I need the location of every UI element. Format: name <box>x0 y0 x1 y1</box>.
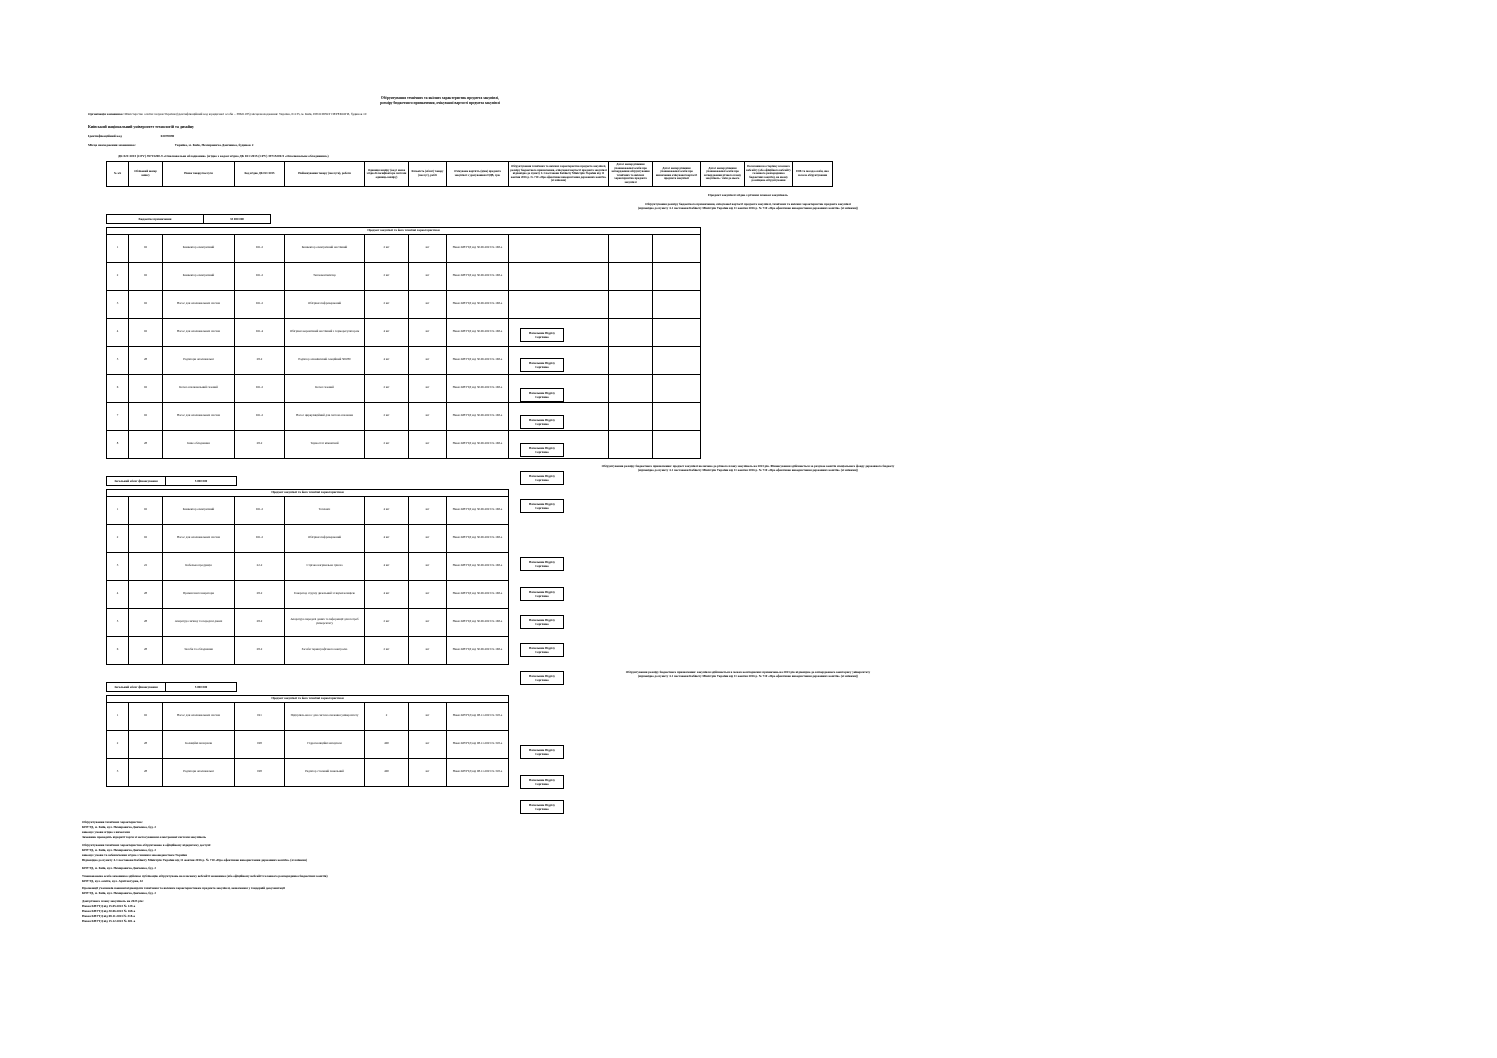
group-3-note-line-2: (відповідно до пункту 4-1 постанови Кабінету Міністрів України від 11 жовтня 2016 р. № 710 «Про ефективне використання державних коштів» (зі змінами)) <box>637 673 859 678</box>
col-justification: Обґрунтування технічних та якісних характеристик предмета закупівлі, розміру бюджетного призначення, очікуваної вартості предмета закупівлі відповідно до пункту 4-1 постанови Кабінету Міністрів України від 11 жовтня 2016 р. № 710 «Про ефективне використання державних коштів» (зі змінами) <box>509 162 609 186</box>
footer-line: Наказ КНУТД від 15.12.2023 № 401-а <box>82 919 136 924</box>
section-title: Київський національний університет технологій та дизайну <box>88 125 194 130</box>
cell-unit: шт <box>409 580 447 608</box>
col-record-number: Обліковий номер запису <box>129 162 163 186</box>
cell-dk: 028 <box>235 730 285 758</box>
cell-price: Наказ КНУТД від 30.06.2023 № 168-а <box>447 290 509 318</box>
col-author: ПІБ та посада особи, яка склала обґрунтування <box>793 162 833 186</box>
cell-num: 1 <box>107 702 129 730</box>
cell-dec2 <box>653 346 701 374</box>
table-row <box>107 374 701 402</box>
cell-price: Наказ КНУТД від 30.06.2023 № 168-а <box>447 636 509 664</box>
cell-qty: 2 шт <box>365 608 409 636</box>
cell-name: Інше обладнання <box>163 430 235 458</box>
group-2-budget-row <box>107 476 237 485</box>
cell-code: 28 <box>129 430 163 458</box>
cell-item: Обігрівач керамічний настінний з терморегулятором <box>285 318 365 346</box>
cell-item: Обігрівач інфрачервоний <box>285 290 365 318</box>
footer-line: виконує умови згідно з вимогами <box>82 829 130 834</box>
signature-3 <box>520 388 564 402</box>
cell-dk: 28-2 <box>235 636 285 664</box>
signature-box: Начальник Відділу Сергієнко <box>520 499 564 513</box>
signature-9 <box>520 587 564 601</box>
cell-code: 02 <box>129 262 163 290</box>
footer-line: Наказ КНУТД від 08.11.2023 № 318-а <box>82 914 135 919</box>
cell-dk: 021-2 <box>235 496 285 524</box>
table-row <box>107 730 509 758</box>
cell-price: Наказ КНУТД від 30.06.2023 № 168-а <box>447 374 509 402</box>
signature-box: Начальник Відділу Сергієнко <box>520 775 564 789</box>
signature-box: Начальник Відділу Сергієнко <box>520 671 564 685</box>
cell-qty: 4 шт <box>365 496 409 524</box>
table-row <box>107 702 509 730</box>
cell-name: Конвектор електричний <box>163 262 235 290</box>
table-row <box>107 496 509 524</box>
group-2-subtitle-row <box>107 489 509 496</box>
organization-label: Організація замовника: <box>88 112 124 117</box>
cell-unit: шт <box>409 234 447 262</box>
cell-dec2 <box>653 234 701 262</box>
document-body <box>88 96 1408 787</box>
cell-name: Насос для опалювальних систем <box>163 524 235 552</box>
group-3-table <box>106 695 509 787</box>
cell-code: 28 <box>129 758 163 786</box>
cell-dec2 <box>653 430 701 458</box>
cell-num: 1 <box>107 496 129 524</box>
cell-name: Апаратура зв'язку та передачі даних <box>163 608 235 636</box>
signature-box: Начальник Відділу Сергієнко <box>520 800 564 814</box>
cell-qty: 2 <box>365 702 409 730</box>
cell-dk: 028 <box>235 758 285 786</box>
cell-price: Наказ КНУТД від 30.06.2023 № 168-а <box>447 552 509 580</box>
cell-price: Наказ КНУТД від 30.06.2023 № 168-а <box>447 580 509 608</box>
cell-dk: 021-2 <box>235 234 285 262</box>
signature-box: Начальник Відділу Сергієнко <box>520 328 564 342</box>
cell-code: 02 <box>129 290 163 318</box>
footer-line: Замовник проводить відкриті торги зі застосуванням електронної системи закупівель <box>82 834 207 839</box>
cell-price: Наказ КНУТД від 30.06.2023 № 168-а <box>447 430 509 458</box>
footer-line: Пропозиції учасників повинні відповідати технічним та якісним характеристикам предмета закупівлі, зазначеним у тендерній документації <box>82 886 285 891</box>
table-row <box>107 636 509 664</box>
footer-line: Обґрунтування технічних характеристик: <box>82 820 143 824</box>
cell-dk: 021 <box>235 702 285 730</box>
cell-num: 3 <box>107 758 129 786</box>
cpv-note: ДК 021:2015 (CPV) 39715200-9 «Опалювальне обладнання» (згідно з кодом згідно ДК 021:2015 (CPV) 39715200-9 «Опалювальне обладнання») <box>118 154 329 159</box>
group-2-table <box>106 489 509 665</box>
cell-price: Наказ КНУТД від 30.06.2023 № 168-а <box>447 524 509 552</box>
cell-price: Наказ КНУТД від 30.06.2023 № 168-а <box>447 496 509 524</box>
cell-price: Наказ КНУТД від 30.06.2023 № 168-а <box>447 402 509 430</box>
footer-notes <box>82 820 722 924</box>
group-1-budget-label: Бюджетне призначення <box>107 214 204 223</box>
table-row <box>107 758 509 786</box>
table-row <box>107 346 701 374</box>
cell-qty: 2 шт <box>365 234 409 262</box>
footer-line: КНУТД, м. Київ, вул. Немировича-Данченка, буд. 2 <box>82 824 156 829</box>
table-row <box>107 524 509 552</box>
cell-item: Радіатор алюмінієвий секційний 500/80 <box>285 346 365 374</box>
footer-line: Відповідно до пункту 4-1 постанови Кабінету Міністрів України від 11 жовтня 2016 р. № 710 «Про ефективне використання державних коштів» (зі змінами) <box>82 857 308 862</box>
col-dk-code: Код згідно ДК 021:2015 <box>235 162 285 186</box>
cell-num: 1 <box>107 234 129 262</box>
cell-code: 28 <box>129 636 163 664</box>
cell-name: Насос для опалювальних систем <box>163 318 235 346</box>
cell-qty: 2 шт <box>365 374 409 402</box>
cell-unit: шт <box>409 374 447 402</box>
col-item-name: Назва товару/послуги <box>163 162 235 186</box>
cell-unit: шт <box>409 608 447 636</box>
group-2-note-line-1: Обґрунтування розміру бюджетного призначення: предмет закупівлі включено до річного плану закупівель на 2023 рік. Фінансування здійснюється за рахунок коштів спеціального фонду державного бюджету <box>601 463 895 468</box>
cell-code: 02 <box>129 702 163 730</box>
cell-price: Наказ КНУТД від 08.11.2023 № 318-а <box>447 702 509 730</box>
signature-4 <box>520 415 564 429</box>
signature-box: Начальник Відділу Сергієнко <box>520 443 564 457</box>
cell-name: Насос для опалювальних систем <box>163 290 235 318</box>
group-1-subtitle: Предмет закупівлі та його технічні характеристики <box>107 227 701 234</box>
table-row <box>107 580 509 608</box>
cell-price: Наказ КНУТД від 08.11.2023 № 318-а <box>447 730 509 758</box>
footer-line: КНУТД, м. Київ, вул. Немировича-Данченка, буд. 2 <box>82 847 156 852</box>
group-3-subtitle: Предмет закупівлі та його технічні характеристики <box>107 696 509 703</box>
cell-name: Насос для опалювальних систем <box>163 402 235 430</box>
group-2-subtitle: Предмет закупівлі та його технічні характеристики <box>107 489 509 496</box>
organization-line <box>88 112 1408 116</box>
cell-code: 28 <box>129 346 163 374</box>
group-2-budget <box>106 476 237 486</box>
group-2-note-line-2: (відповідно до пункту 4-1 постанови Кабінету Міністрів України від 11 жовтня 2016 р. № 710 «Про ефективне використання державних коштів» (зі змінами)) <box>637 467 859 472</box>
table-row <box>107 290 701 318</box>
cell-name: Конвектор електричний <box>163 496 235 524</box>
signature-7 <box>520 499 564 513</box>
group-1-budget <box>106 214 271 224</box>
group-3-budget <box>106 682 237 692</box>
cell-dec1 <box>609 290 653 318</box>
cell-code: 02 <box>129 524 163 552</box>
col-title: Найменування товару (послуги), роботи <box>285 162 365 186</box>
cell-qty: 4 шт <box>365 318 409 346</box>
footer-line: Наказ КНУТД від 30.06.2023 № 168-а <box>82 909 136 914</box>
group-1-title: Предмет закупівлі згідно з річним планом закупівель <box>708 192 788 197</box>
group-1-note-line-1: Обґрунтування розміру бюджетного призначення, очікуваної вартості предмета закупівлі, технічних та якісних характеристик предмета закупівлі <box>645 201 851 206</box>
cell-num: 4 <box>107 580 129 608</box>
group-2-budget-value: 5 000 000 <box>166 476 237 485</box>
cell-item: Гідроізоляційні матеріали <box>285 730 365 758</box>
signature-box: Начальник Відділу Сергієнко <box>520 587 564 601</box>
cell-qty: 4 шт <box>365 552 409 580</box>
table-row <box>107 430 701 458</box>
cell-code: 02 <box>129 402 163 430</box>
cell-num: 2 <box>107 262 129 290</box>
cell-dk: 021-2 <box>235 402 285 430</box>
signature-5 <box>520 443 564 457</box>
col-expected-cost: Очікувана вартість (ціна) предмета закупівлі з урахуванням ПДВ, грн. <box>447 162 509 186</box>
cell-unit: шт <box>409 318 447 346</box>
cell-qty: 4 шт <box>365 346 409 374</box>
cell-num: 3 <box>107 552 129 580</box>
cell-dk: 22-2 <box>235 552 285 580</box>
cell-qty: 2 шт <box>365 430 409 458</box>
cell-price: Наказ КНУТД від 08.11.2023 № 318-а <box>447 758 509 786</box>
group-3-budget-value: 5 000 000 <box>166 683 237 692</box>
cell-code: 02 <box>129 496 163 524</box>
group-1-note <box>88 202 1408 210</box>
table-row <box>107 234 701 262</box>
col-decision-cost: Дата і номер рішення уповноваженої особи про визначення очікуваної вартості предмета закупівлі <box>653 162 701 186</box>
group-3-budget-row <box>107 683 237 692</box>
cell-price: Наказ КНУТД від 30.06.2023 № 168-а <box>447 234 509 262</box>
title-line-2: розміру бюджетного призначення, очікуваної вартості предмета закупівлі <box>380 100 500 105</box>
cell-dec1 <box>609 374 653 402</box>
address-row <box>88 143 1408 147</box>
cell-item: Радіатор сталевий панельний <box>285 758 365 786</box>
cell-qty: 2 шт <box>365 290 409 318</box>
group-3-budget-label: Загальний обсяг фінансування <box>107 683 166 692</box>
cell-code: 02 <box>129 234 163 262</box>
footer-line: КНУТД, м. Київ, вул. Немировича-Данченка, буд. 2 <box>82 865 156 870</box>
cell-num: 3 <box>107 290 129 318</box>
signature-8 <box>520 557 564 571</box>
signature-12 <box>520 671 564 685</box>
cell-unit: шт <box>409 430 447 458</box>
cell-name: Котел опалювальний газовий <box>163 374 235 402</box>
cell-qty: 2 шт <box>365 636 409 664</box>
cell-item: Конвектор електричний настінний <box>285 234 365 262</box>
cell-qty: 4 шт <box>365 524 409 552</box>
table-row <box>107 552 509 580</box>
cell-name: Кабельна продукція <box>163 552 235 580</box>
col-num: № з/п <box>107 162 129 186</box>
group-1-table <box>106 227 701 459</box>
table-row <box>107 318 701 346</box>
signature-14 <box>520 775 564 789</box>
cell-qty: 2 шт <box>365 262 409 290</box>
cell-unit: шт <box>409 636 447 664</box>
cell-item: Тепловіз <box>285 496 365 524</box>
cell-unit: шт <box>409 524 447 552</box>
cell-unit: шт <box>409 758 447 786</box>
cell-dec2 <box>653 318 701 346</box>
cell-unit: шт <box>409 730 447 758</box>
group-1-budget-row <box>107 214 271 223</box>
cell-unit: шт <box>409 702 447 730</box>
cell-item: Котел газовий <box>285 374 365 402</box>
cell-unit: шт <box>409 290 447 318</box>
group-2-note <box>88 464 1408 472</box>
cell-name: Радіатори опалювальні <box>163 758 235 786</box>
cell-dk: 28-2 <box>235 608 285 636</box>
cell-num: 2 <box>107 730 129 758</box>
title-line-1: Обґрунтування технічних та якісних характеристик предмета закупівлі, <box>380 96 500 100</box>
identification-label: Ідентифікаційний код <box>88 134 122 139</box>
cell-price: Наказ КНУТД від 30.06.2023 № 168-а <box>447 318 509 346</box>
cell-num: 6 <box>107 374 129 402</box>
table-row <box>107 262 701 290</box>
cell-item: Термостат кімнатний <box>285 430 365 458</box>
identification-row <box>88 134 1408 138</box>
cell-price: Наказ КНУТД від 30.06.2023 № 168-а <box>447 608 509 636</box>
signature-10 <box>520 615 564 629</box>
cell-dk: 021-4 <box>235 318 285 346</box>
cell-qty: 4 шт <box>365 580 409 608</box>
cell-code: 28 <box>129 730 163 758</box>
cell-code: 02 <box>129 318 163 346</box>
cell-dec1 <box>609 430 653 458</box>
cell-unit: шт <box>409 346 447 374</box>
cell-name: Промислові генератори <box>163 580 235 608</box>
table-header-row <box>107 162 833 186</box>
cell-dk: 021-2 <box>235 262 285 290</box>
signature-box: Начальник Відділу Сергієнко <box>520 643 564 657</box>
cell-item: Апаратура передачі даних та інформації для потреб університету <box>285 608 365 636</box>
cell-dec1 <box>609 346 653 374</box>
col-quantity: Кількість (обсяг) товару (послуг), робіт <box>409 162 447 186</box>
organization-value: Міністерство освіти і науки України (Ідентифікаційний код юридичної особи – 38621185) місцезнаходження: Україна, 01135, м. Київ, ПРОСПЕКТ ПЕРЕМОГИ, будинок 10 <box>124 112 367 117</box>
cell-num: 2 <box>107 524 129 552</box>
signature-13 <box>520 745 564 759</box>
cell-item: Підігрівач-насос для систем опалення університету <box>285 702 365 730</box>
footer-line: Дані річного плану закупівель на 2023 рік: <box>82 899 144 904</box>
col-decision-tech: Дата і номер рішення уповноваженої особи про затвердження обґрунтування технічних та якісних характеристик предмета закупівлі <box>609 162 653 186</box>
cell-justif <box>509 234 609 262</box>
cell-unit: шт <box>409 262 447 290</box>
footer-line: Уповноважена особа замовника здійснює публікацію обґрунтувань на власному вебсайті замовника (або офіційному вебсайті головного розпорядника бюджетних коштів) <box>82 873 328 878</box>
signature-box: Начальник Відділу Сергієнко <box>520 415 564 429</box>
address-label: Місце знаходження замовника: <box>88 143 136 148</box>
signature-box: Начальник Відділу Сергієнко <box>520 615 564 629</box>
cell-name: Насос для опалювальних систем <box>163 702 235 730</box>
cell-item: Засоби термографічного контролю <box>285 636 365 664</box>
col-decision-plan: Дата і номер рішення уповноваженої особи про затвердження річного плану закупівель / змін до нього <box>701 162 745 186</box>
cell-price: Наказ КНУТД від 30.06.2023 № 168-а <box>447 262 509 290</box>
cell-dk: 021-2 <box>235 290 285 318</box>
cell-qty: 2 шт <box>365 402 409 430</box>
footer-line: Наказ КНУТД від 15.05.2023 № 129-а <box>82 904 136 909</box>
group-3-note-line-1: Обґрунтування розміру бюджетного призначення: закупівля здійснюється в межах кошторисних призначень на 2023 рік відповідно до затвердженого кошторису університету <box>625 669 871 674</box>
cell-unit: шт <box>409 552 447 580</box>
cell-dec1 <box>609 402 653 430</box>
signature-box: Начальник Відділу Сергієнко <box>520 471 564 485</box>
cell-name: Конвектор електричний <box>163 234 235 262</box>
signature-6 <box>520 471 564 485</box>
group-3-note <box>88 670 1408 678</box>
document-title <box>180 96 700 105</box>
footer-line: КНУТД, вул. освіти, вул. Архітектурна, 42 <box>82 878 143 883</box>
main-table-header <box>106 161 833 186</box>
cell-num: 5 <box>107 346 129 374</box>
cell-code: 28 <box>129 608 163 636</box>
cell-item: Генератор струму дизельний зі звукоізоляцією <box>285 580 365 608</box>
group-1-note-line-2: (відповідно до пункту 4-1 постанови Кабінету Міністрів України від 11 жовтня 2016 р. № 710 «Про ефективне використання державних коштів» (зі змінами)) <box>637 205 859 210</box>
footer-line: КНУТД, м. Київ, вул. Немировича-Данченка, буд. 2 <box>82 891 156 896</box>
cell-dk: 28-2 <box>235 430 285 458</box>
cell-dk: 28-2 <box>235 346 285 374</box>
cell-dec2 <box>653 262 701 290</box>
group-3-subtitle-row <box>107 696 509 703</box>
cell-num: 4 <box>107 318 129 346</box>
signature-11 <box>520 643 564 657</box>
cell-num: 6 <box>107 636 129 664</box>
signature-15 <box>520 800 564 814</box>
signature-box: Начальник Відділу Сергієнко <box>520 745 564 759</box>
group-1-budget-value: 35 000 000 <box>204 214 271 223</box>
cell-justif <box>509 262 609 290</box>
cell-num: 7 <box>107 402 129 430</box>
address-value: Україна, м. Київ, Нємировича-Данченка, будинок 2 <box>174 143 254 148</box>
col-unit: Одиниця виміру (код і назва згідно Класифікатора системи одиниць виміру) <box>365 162 409 186</box>
cell-item: Обігрівач інфрачервоний <box>285 524 365 552</box>
signature-box: Начальник Відділу Сергієнко <box>520 557 564 571</box>
cell-qty: 400 <box>365 730 409 758</box>
footer-line: Обґрунтування технічних характеристик обґрунтовано в офіційному відкритому доступі: <box>82 842 212 847</box>
cell-code: 22 <box>129 552 163 580</box>
table-row <box>107 608 509 636</box>
cell-dec2 <box>653 374 701 402</box>
signature-box: Начальник Відділу Сергієнко <box>520 358 564 372</box>
cell-unit: шт <box>409 496 447 524</box>
cell-dec2 <box>653 402 701 430</box>
cell-num: 8 <box>107 430 129 458</box>
cell-item: Стрічка нагрівальна гріюча <box>285 552 365 580</box>
footer-line: виконує умови та забезпечення згідно з чинним законодавством України <box>82 852 188 857</box>
cell-num: 5 <box>107 608 129 636</box>
identification-value: 02070890 <box>160 134 175 139</box>
cell-dec2 <box>653 290 701 318</box>
cell-code: 28 <box>129 580 163 608</box>
table-row <box>107 402 701 430</box>
cell-qty: 400 <box>365 758 409 786</box>
cell-price: Наказ КНУТД від 30.06.2023 № 168-а <box>447 346 509 374</box>
cell-name: Ізоляційні матеріали <box>163 730 235 758</box>
cell-name: Радіатори опалювальні <box>163 346 235 374</box>
signature-box: Начальник Відділу Сергієнко <box>520 388 564 402</box>
cell-dk: 021-2 <box>235 374 285 402</box>
cell-dec1 <box>609 318 653 346</box>
group-1-subtitle-row <box>107 227 701 234</box>
cell-dk: 28-2 <box>235 580 285 608</box>
cell-name: Засоби та обладнання <box>163 636 235 664</box>
signature-1 <box>520 328 564 342</box>
cell-item: Тепловентилятор <box>285 262 365 290</box>
cell-item: Насос циркуляційний для систем опалення <box>285 402 365 430</box>
cell-code: 02 <box>129 374 163 402</box>
cell-dk: 021-2 <box>235 524 285 552</box>
cell-unit: шт <box>409 402 447 430</box>
group-2-budget-label: Загальний обсяг фінансування <box>107 476 166 485</box>
cell-justif <box>509 290 609 318</box>
cell-dec1 <box>609 234 653 262</box>
signature-2 <box>520 358 564 372</box>
cell-dec1 <box>609 262 653 290</box>
col-website-link: Посилання на сторінку власного вебсайту (або офіційного вебсайту головного розпорядника бюджетних коштів), на якому розміщено обґрунтування <box>745 162 793 186</box>
